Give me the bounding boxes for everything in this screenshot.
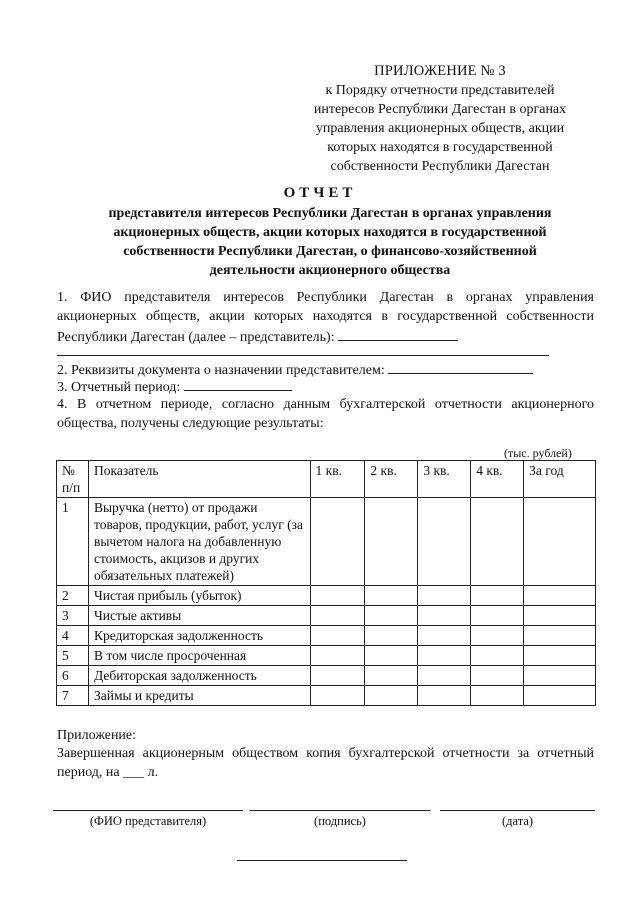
appendix-title: ПРИЛОЖЕНИЕ № 3 — [374, 63, 506, 79]
row-num: 5 — [57, 646, 89, 666]
cell-q4[interactable] — [471, 686, 524, 706]
row-num: 6 — [57, 666, 89, 686]
report-subtitle-line: представителя интересов Республики Дагестан в органах управления — [108, 206, 552, 221]
header-num: № п/п — [57, 461, 89, 498]
cell-q1[interactable] — [310, 606, 365, 626]
table-row — [57, 498, 596, 586]
item-1-text: 1. ФИО представителя интересов Республики Дагестан в органах управления акционерных обществ, акции которых находятся в государственной собственности Республики Дагестан (далее – представитель): — [57, 290, 594, 345]
report-subtitle-line: акционерных обществ, акции которых находятся в государственной — [113, 225, 547, 240]
report-subtitle-line: собственности Республики Дагестан, о финансово-хозяйственной — [123, 244, 537, 259]
cell-q2[interactable] — [365, 686, 418, 706]
document-blank — [388, 359, 533, 374]
cell-q1[interactable] — [310, 646, 365, 666]
row-label: Займы и кредиты — [88, 686, 310, 706]
fio-signature-label: (ФИО представителя) — [89, 814, 207, 828]
cell-q2[interactable] — [365, 626, 418, 646]
row-label: Чистая прибыль (убыток) — [88, 586, 310, 606]
cell-q4[interactable] — [471, 646, 524, 666]
cell-q2[interactable] — [365, 666, 418, 686]
units-label: (тыс. рублей) — [504, 446, 572, 460]
cell-q1[interactable] — [310, 626, 365, 646]
cell-year[interactable] — [524, 586, 596, 606]
row-label: В том числе просроченная — [88, 646, 310, 666]
row-label: Дебиторская задолженность — [88, 666, 310, 686]
period-blank — [184, 376, 292, 391]
row-num: 4 — [57, 626, 89, 646]
attachment-title: Приложение: — [57, 728, 137, 743]
report-table — [56, 460, 596, 706]
cell-q4[interactable] — [471, 626, 524, 646]
appendix-line: которых находятся в государственной — [327, 140, 553, 155]
cell-year[interactable] — [524, 498, 596, 586]
header-indicator: Показатель — [88, 461, 310, 498]
table-row — [57, 626, 596, 646]
cell-year[interactable] — [524, 686, 596, 706]
header-q2: 2 кв. — [365, 461, 418, 498]
row-label: Кредиторская задолженность — [88, 626, 310, 646]
signature-line — [250, 810, 430, 811]
table-row — [57, 586, 596, 606]
item-1 — [57, 288, 594, 347]
cell-q3[interactable] — [418, 498, 471, 586]
row-label: Чистые активы — [88, 606, 310, 626]
cell-year[interactable] — [524, 666, 596, 686]
cell-year[interactable] — [524, 646, 596, 666]
cell-q4[interactable] — [471, 666, 524, 686]
cell-q3[interactable] — [418, 586, 471, 606]
header-q3: 3 кв. — [418, 461, 471, 498]
appendix-line: интересов Республики Дагестан в органах — [313, 102, 567, 117]
cell-q4[interactable] — [471, 606, 524, 626]
row-num: 7 — [57, 686, 89, 706]
cell-q1[interactable] — [310, 666, 365, 686]
cell-q3[interactable] — [418, 646, 471, 666]
table-row — [57, 606, 596, 626]
date-label: (дата) — [501, 814, 534, 828]
table-row — [57, 666, 596, 686]
header-year: За год — [524, 461, 596, 498]
cell-q4[interactable] — [471, 586, 524, 606]
fio-blank — [338, 326, 458, 341]
cell-q4[interactable] — [471, 498, 524, 586]
cell-q2[interactable] — [365, 606, 418, 626]
attachment-text: Завершенная акционерным обществом копия бухгалтерской отчетности за отчетный период, на ___ л. — [57, 746, 594, 780]
date-line — [440, 810, 595, 811]
signature-label: (подпись) — [314, 814, 366, 828]
report-subtitle-line: деятельности акционерного общества — [209, 263, 451, 278]
cell-q1[interactable] — [310, 686, 365, 706]
table-row — [57, 686, 596, 706]
cell-q1[interactable] — [310, 586, 365, 606]
cell-q3[interactable] — [418, 606, 471, 626]
cell-q3[interactable] — [418, 626, 471, 646]
cell-q3[interactable] — [418, 686, 471, 706]
fio-signature-line — [53, 810, 243, 811]
item-4: 4. В отчетном периоде, согласно данным бухгалтерской отчетности акционерного общества, получены следующие результаты: — [57, 397, 594, 431]
fio-blank-line — [57, 355, 549, 356]
report-subtitle — [60, 204, 600, 280]
header-q4: 4 кв. — [471, 461, 524, 498]
cell-q1[interactable] — [310, 498, 365, 586]
row-num: 2 — [57, 586, 89, 606]
table-row — [57, 646, 596, 666]
cell-q2[interactable] — [365, 586, 418, 606]
appendix-block — [300, 62, 580, 176]
item-2-text: 2. Реквизиты документа о назначении представителем: — [57, 363, 385, 378]
report-title: ОТЧЕТ — [283, 185, 357, 201]
appendix-line: собственности Республики Дагестан — [330, 159, 550, 174]
item-3 — [57, 376, 594, 397]
row-num: 3 — [57, 606, 89, 626]
appendix-line: управления акционерных обществ, акции — [315, 121, 565, 136]
cell-q2[interactable] — [365, 498, 418, 586]
cell-year[interactable] — [524, 606, 596, 626]
appendix-line: к Порядку отчетности представителей — [325, 83, 555, 98]
footer-line — [237, 860, 407, 861]
row-label: Выручка (нетто) от продажи товаров, продукции, работ, услуг (за вычетом налога на добавленную стоимость, акцизов и других обязательных платежей) — [88, 498, 310, 586]
item-3-text: 3. Отчетный период: — [57, 380, 181, 395]
table-header-row — [57, 461, 596, 498]
cell-year[interactable] — [524, 626, 596, 646]
cell-q3[interactable] — [418, 666, 471, 686]
header-q1: 1 кв. — [310, 461, 365, 498]
row-num: 1 — [57, 498, 89, 586]
cell-q2[interactable] — [365, 646, 418, 666]
